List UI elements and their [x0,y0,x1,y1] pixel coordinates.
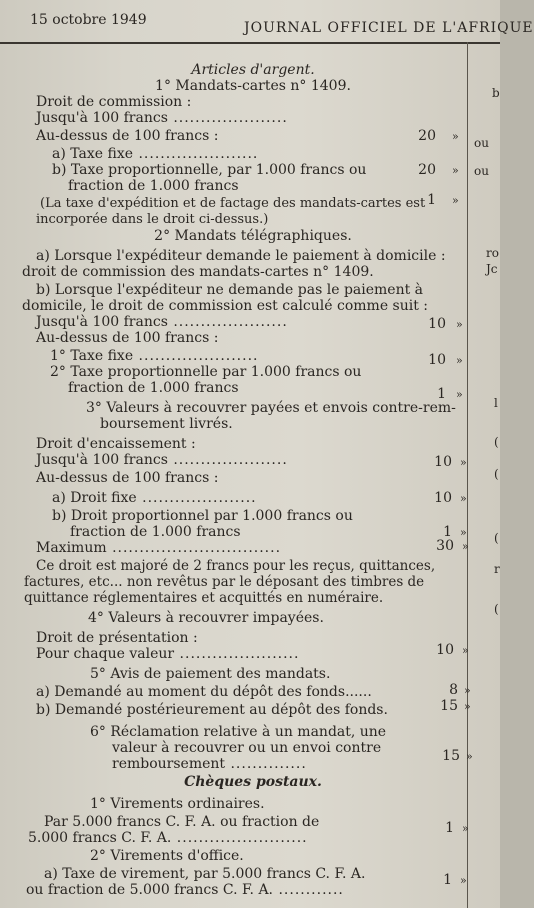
text-line: 2° Taxe proportionnelle par 1.000 francs ou [50,364,362,380]
section-heading: Chèques postaux. [184,774,322,790]
ditto-mark: » [460,874,467,887]
section-title: 5° Avis de paiement des mandats. [90,666,331,682]
amount: 30 [436,538,454,554]
text-line: Jusqu'à 100 francs ..................... [36,110,288,126]
note-line: Ce droit est majoré de 2 francs pour les reçus, quittances, [36,558,436,574]
text-line: Jusqu'à 100 francs ..................... [36,452,288,468]
text-line: a) Taxe fixe ...................... [52,146,259,162]
text-line: b) Droit proportionnel par 1.000 francs ou [52,508,353,524]
header-journal-title: JOURNAL OFFICIEL DE L'AFRIQUE [244,20,534,36]
text-line: a) Droit fixe ..................... [52,490,257,506]
text-line: Droit d'encaissement : [36,436,196,452]
text-line: ou fraction de 5.000 francs C. F. A. ............ [26,882,344,898]
ditto-mark: » [456,318,463,331]
text-line: valeur à recouvrer ou un envoi contre [112,740,382,756]
text-line: Au-dessus de 100 francs : [36,330,219,346]
text-line: Jusqu'à 100 francs ..................... [36,314,288,330]
text-line: a) Demandé au moment du dépôt des fonds...... [36,684,372,700]
fragment: ro [486,246,499,260]
text-line: droit de commission des mandats-cartes n° 1409. [22,264,374,280]
ditto-mark: » [460,492,467,505]
note-line: quittance réglementaires et acquittés en numéraire. [24,590,384,606]
section-title: 1° Virements ordinaires. [90,796,265,812]
text-line: Au-dessus de 100 francs : [36,470,219,486]
text-line: Droit de présentation : [36,630,198,646]
text-line: fraction de 1.000 francs [70,524,241,540]
section-title: boursement livrés. [100,416,233,432]
note-line: (La taxe d'expédition et de factage des mandats-cartes est [40,196,426,211]
text-line: a) Lorsque l'expéditeur demande le paiement à domicile : [36,248,446,264]
ditto-mark: » [462,822,469,835]
text-line: 1° Taxe fixe ...................... [50,348,259,364]
amount: 10 [428,352,446,368]
amount: 10 [436,642,454,658]
section-title: 2° Virements d'office. [90,848,244,864]
column-divider [467,42,468,908]
text-line: 5.000 francs C. F. A. ........................ [28,830,308,846]
ditto-mark: » [456,388,463,401]
amount: 1 [443,524,452,540]
ditto-mark: » [452,130,459,143]
amount: 10 [434,454,452,470]
amount: 20 [418,162,436,178]
text-line: b) Taxe proportionnelle, par 1.000 francs ou [52,162,367,178]
amount: 10 [434,490,452,506]
amount: 15 [440,698,458,714]
fragment: Jc [486,262,498,276]
ditto-mark: » [460,456,467,469]
text-line: fraction de 1.000 francs [68,178,239,194]
fragment: ( [494,467,499,481]
section-title: 4° Valeurs à recouvrer impayées. [88,610,324,626]
fragment: ou [474,164,489,178]
amount: 8 [449,682,458,698]
text-line: b) Demandé postérieurement au dépôt des fonds. [36,702,388,718]
amount: 1 [437,386,446,402]
ditto-mark: » [462,540,469,553]
fragment: l [494,396,498,410]
adjacent-column-fragments [470,42,500,908]
amount: 10 [428,316,446,332]
section-title: 3° Valeurs à recouvrer payées et envois contre-rem- [86,400,456,416]
fragment: ( [494,602,499,616]
fragment: ( [494,435,499,449]
text-line: Pour chaque valeur ...................... [36,646,300,662]
text-line: fraction de 1.000 francs [68,380,239,396]
ditto-mark: » [462,644,469,657]
amount: 1 [443,872,452,888]
fragment: ( [494,531,499,545]
ditto-mark: » [466,750,473,763]
section-heading: Articles d'argent. [191,62,315,78]
fragment: r [494,562,500,576]
header-date: 15 octobre 1949 [30,12,147,28]
note-line: incorporée dans le droit ci-dessus.) [36,212,269,227]
fragment: ou [474,136,489,150]
text-line: 6° Réclamation relative à un mandat, une [90,724,387,740]
ditto-mark: » [456,354,463,367]
text-line: a) Taxe de virement, par 5.000 francs C. F. A. [44,866,366,882]
amount: 1 [445,820,454,836]
text-line: Par 5.000 francs C. F. A. ou fraction de [44,814,320,830]
ditto-mark: » [464,684,471,697]
amount: 20 [418,128,436,144]
text-line: remboursement .............. [112,756,307,772]
text-line: Au-dessus de 100 francs : [36,128,219,144]
section-title: 1° Mandats-cartes n° 1409. [155,78,351,94]
ditto-mark: » [452,164,459,177]
text-line: b) Lorsque l'expéditeur ne demande pas le paiement à [36,282,424,298]
text-line: Droit de commission : [36,94,192,110]
amount: 1 [427,192,436,208]
note-line: factures, etc... non revêtus par le déposant des timbres de [24,574,425,590]
fragment: b [492,86,500,100]
ditto-mark: » [452,194,459,207]
text-line: Maximum ............................... [36,540,282,556]
section-title: 2° Mandats télégraphiques. [154,228,352,244]
ditto-mark: » [464,700,471,713]
ditto-mark: » [460,526,467,539]
amount: 15 [442,748,460,764]
text-line: domicile, le droit de commission est calculé comme suit : [22,298,429,314]
